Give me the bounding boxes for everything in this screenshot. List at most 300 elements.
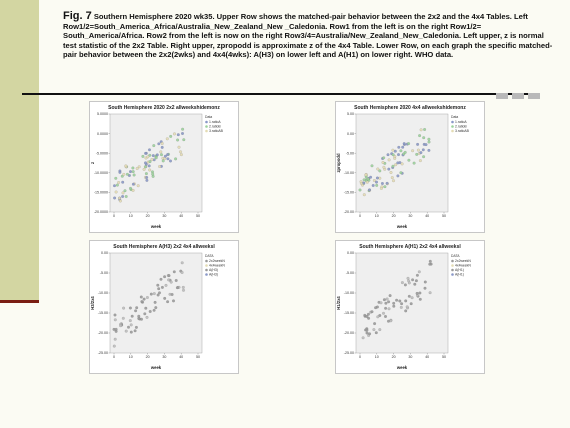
y-tick-label: -25.00	[97, 351, 108, 356]
data-point	[169, 135, 172, 138]
data-point	[152, 154, 155, 157]
data-point	[378, 328, 381, 331]
data-point	[182, 289, 185, 292]
data-point	[366, 181, 369, 184]
data-point	[118, 197, 121, 200]
data-point	[378, 177, 381, 180]
data-point	[144, 152, 147, 155]
data-point	[380, 187, 383, 190]
x-tick-label: 0	[113, 214, 115, 218]
data-point	[172, 300, 175, 303]
data-point	[161, 286, 164, 289]
legend-marker	[451, 125, 454, 128]
data-point	[132, 170, 135, 173]
data-point	[366, 332, 369, 335]
x-tick-label: 20	[145, 355, 150, 359]
data-point	[145, 176, 148, 179]
plot-title: South Hemisphere 2020 4x4 allweekshidemonz	[354, 105, 466, 111]
data-point	[158, 291, 161, 294]
x-tick-label: 40	[425, 214, 430, 218]
data-point	[366, 329, 369, 332]
x-tick-label: 0	[359, 355, 361, 359]
data-point	[182, 286, 185, 289]
legend-item: 2.ratioB	[209, 124, 221, 129]
data-point	[369, 176, 372, 179]
data-point	[143, 298, 146, 301]
data-point	[142, 155, 145, 158]
x-tick-label: 40	[179, 214, 184, 218]
y-axis-label: z	[90, 161, 95, 165]
figure-caption	[63, 12, 553, 60]
data-point	[149, 160, 152, 163]
data-point	[122, 307, 125, 310]
legend-marker	[205, 125, 208, 128]
data-point	[373, 328, 376, 331]
data-point	[152, 175, 155, 178]
data-point	[411, 296, 414, 299]
data-point	[148, 148, 151, 151]
data-point	[148, 165, 151, 168]
legend-item: 4x4weekN	[455, 263, 471, 268]
y-axis-label: H3/2x4	[90, 296, 95, 310]
data-point	[420, 128, 423, 131]
scatter-plot	[90, 102, 238, 232]
data-point	[169, 160, 172, 163]
x-tick-label: 20	[145, 214, 150, 218]
data-point	[156, 284, 159, 287]
y-tick-label: -10.0000	[93, 171, 108, 175]
y-tick-label: -15.00	[343, 190, 354, 195]
x-tick-label: 30	[408, 214, 413, 218]
data-point	[136, 167, 139, 170]
x-tick-label: 10	[128, 214, 133, 218]
data-point	[145, 172, 148, 175]
data-point	[174, 158, 177, 161]
data-point	[181, 271, 184, 274]
data-point	[129, 187, 132, 190]
x-axis-label: week	[150, 365, 162, 370]
data-point	[375, 184, 378, 187]
x-tick-label: 0	[113, 355, 115, 359]
data-point	[392, 165, 395, 168]
data-point	[419, 292, 422, 295]
data-point	[132, 183, 135, 186]
data-point	[176, 139, 179, 142]
data-point	[397, 175, 400, 178]
data-point	[160, 153, 163, 156]
plot-title: South Hemisphere 2020 2x2 allweekshidemonz	[108, 105, 220, 111]
data-point	[149, 310, 152, 313]
data-point	[127, 326, 130, 329]
data-point	[376, 168, 379, 171]
legend-marker	[451, 273, 454, 276]
legend-item: 2x2weekN	[455, 259, 471, 263]
legend-item: A(H3)	[209, 268, 218, 272]
data-point	[162, 160, 165, 163]
data-point	[148, 169, 151, 172]
legend-item: 3.ratioAB	[455, 129, 469, 133]
data-point	[119, 200, 122, 203]
data-point	[415, 279, 418, 282]
data-point	[428, 141, 431, 144]
x-tick-label: 20	[391, 214, 396, 218]
data-point	[367, 313, 370, 316]
data-point	[140, 296, 143, 299]
data-point	[382, 161, 385, 164]
data-point	[157, 287, 160, 290]
data-point	[363, 193, 366, 196]
legend-title: Data	[205, 115, 213, 119]
data-point	[387, 153, 390, 156]
legend-marker	[205, 121, 208, 124]
data-point	[397, 153, 400, 156]
data-point	[152, 144, 155, 147]
legend-marker	[451, 269, 454, 272]
data-point	[384, 315, 387, 318]
y-axis-label: zpropodd	[336, 153, 341, 173]
data-point	[180, 153, 183, 156]
data-point	[406, 305, 409, 308]
data-point	[131, 315, 134, 318]
data-point	[376, 315, 379, 318]
legend-item: 4x4weekN	[209, 263, 225, 268]
data-point	[423, 128, 426, 131]
data-point	[113, 197, 116, 200]
data-point	[129, 170, 132, 173]
data-point	[386, 182, 389, 185]
data-point	[424, 287, 427, 290]
data-point	[417, 149, 420, 152]
data-point	[167, 279, 170, 282]
data-point	[376, 177, 379, 180]
data-point	[178, 146, 181, 149]
data-point	[387, 168, 390, 171]
data-point	[129, 319, 132, 322]
data-point	[150, 293, 153, 296]
data-point	[382, 156, 385, 159]
slide-sidebar-lower	[0, 300, 39, 428]
x-tick-label: 50	[196, 355, 200, 359]
data-point	[122, 317, 125, 320]
x-tick-label: 0	[359, 214, 361, 218]
data-point	[114, 177, 117, 180]
data-point	[154, 306, 157, 309]
data-point	[144, 307, 147, 310]
data-point	[113, 184, 116, 187]
data-point	[429, 291, 432, 294]
data-point	[362, 336, 365, 339]
data-point	[165, 284, 168, 287]
data-point	[161, 142, 164, 145]
data-point	[124, 189, 127, 192]
data-point	[372, 184, 375, 187]
data-point	[177, 133, 180, 136]
data-point	[161, 146, 164, 149]
data-point	[181, 132, 184, 135]
data-point	[126, 173, 129, 176]
legend-item: 2.ratioB	[455, 124, 467, 129]
data-point	[422, 148, 425, 151]
sidebar-accent-rule	[0, 300, 39, 303]
data-point	[114, 338, 117, 341]
y-tick-label: -10.00	[343, 291, 354, 296]
data-point	[389, 319, 392, 322]
data-point	[397, 146, 400, 149]
scatter-plot	[336, 241, 484, 373]
data-point	[424, 281, 427, 284]
data-point	[428, 149, 431, 152]
data-point	[158, 165, 161, 168]
data-point	[404, 151, 407, 154]
data-point	[113, 345, 116, 348]
data-point	[429, 260, 432, 263]
legend-title: Data	[451, 115, 459, 119]
data-point	[368, 189, 371, 192]
x-tick-label: 30	[162, 214, 167, 218]
x-tick-label: 50	[196, 214, 200, 218]
y-tick-label: -25.00	[343, 351, 354, 356]
data-point	[404, 284, 407, 287]
data-point	[115, 330, 118, 333]
y-tick-label: 5.00	[347, 112, 354, 117]
x-axis-label: week	[396, 224, 408, 229]
data-point	[153, 309, 156, 312]
scatter-plot	[90, 241, 238, 373]
data-point	[134, 309, 137, 312]
x-tick-label: 40	[179, 355, 184, 359]
data-point	[407, 277, 410, 280]
data-point	[410, 302, 413, 305]
data-point	[130, 331, 133, 334]
data-point	[404, 310, 407, 313]
data-point	[408, 159, 411, 162]
data-point	[392, 153, 395, 156]
legend-item: A(H1)	[455, 268, 464, 272]
y-tick-label: -5.0000	[95, 151, 108, 156]
data-point	[382, 312, 385, 315]
data-point	[122, 173, 125, 176]
panel-2x2-z	[89, 101, 239, 233]
data-point	[119, 324, 122, 327]
legend-marker	[205, 130, 208, 133]
data-point	[407, 279, 410, 282]
data-point	[117, 181, 120, 184]
x-tick-label: 20	[391, 355, 396, 359]
legend-item: 2x2weekN	[209, 259, 225, 263]
data-point	[401, 163, 404, 166]
data-point	[137, 317, 140, 320]
data-point	[181, 261, 184, 264]
data-point	[380, 301, 383, 304]
legend-title: DATA	[205, 254, 214, 258]
data-point	[403, 142, 406, 145]
data-point	[143, 168, 146, 171]
data-point	[163, 297, 166, 300]
y-tick-label: -20.0000	[93, 210, 108, 215]
data-point	[394, 150, 397, 153]
data-point	[359, 189, 362, 192]
figure-label: Fig. 7	[63, 10, 92, 22]
data-point	[419, 159, 422, 162]
legend-item: 1.ratioA	[209, 120, 221, 124]
legend-marker	[205, 260, 208, 263]
data-point	[375, 331, 378, 334]
data-point	[385, 302, 388, 305]
data-point	[182, 138, 185, 141]
caption-text: Southern Hemisphere 2020 wk35. Upper Row shows the matched-pair behavior between the 2x2 and the 4x4 Tables. Left Row1/2=South_America_Africa/Australia_New_Zealand_New _Caledonia. Row1 from the left is on the right Row1/2= South_America/Africa. Row2 from the left is now on the right Row3/4=Australia/New_Zealand_New_Caledonia. Left upper, z is normal test statistic of the 2x2 Table. Right upper, zpropodd is approximate z of the 4x4 Table. Lower Row, on each graph the specific matched-pair behavior between the 2x2(2wks) and 4x4(4wks): A(H3) on lower left and A(H1) on lower right. WHO data.	[63, 12, 553, 60]
data-point	[115, 191, 118, 194]
data-point	[368, 332, 371, 335]
data-point	[367, 178, 370, 181]
data-point	[124, 165, 127, 168]
data-point	[164, 155, 167, 158]
data-point	[396, 162, 399, 165]
data-point	[132, 167, 135, 170]
legend-marker	[451, 260, 454, 263]
data-point	[416, 143, 419, 146]
data-point	[416, 292, 419, 295]
data-point	[175, 279, 178, 282]
legend-marker	[451, 264, 454, 267]
legend-title: DATA	[451, 254, 460, 258]
data-point	[144, 165, 147, 168]
data-point	[392, 302, 395, 305]
data-point	[418, 270, 421, 273]
data-point	[137, 184, 140, 187]
data-point	[146, 316, 149, 319]
legend-item: 3.ratioAB	[209, 129, 223, 133]
data-point	[413, 162, 416, 165]
panel-h1-2x2-4x4	[335, 240, 485, 374]
y-tick-label: -5.00	[99, 271, 108, 276]
y-tick-label: -10.00	[343, 171, 354, 175]
panel-h3-2x2-4x4	[89, 240, 239, 374]
data-point	[114, 318, 117, 321]
data-point	[391, 176, 394, 179]
data-point	[176, 286, 179, 289]
data-point	[132, 189, 135, 192]
plot-title: South Hemisphere A(H1) 2x2 4x4 allweeksl	[359, 244, 461, 250]
data-point	[163, 275, 166, 278]
slide-sidebar	[0, 0, 39, 300]
data-point	[160, 278, 163, 281]
x-tick-label: 50	[442, 355, 446, 359]
data-point	[400, 306, 403, 309]
y-tick-label: 0.00	[347, 131, 354, 136]
data-point	[418, 134, 421, 137]
divider-end-marks	[22, 93, 540, 99]
x-axis-label: week	[396, 365, 408, 370]
data-point	[373, 322, 376, 325]
data-point	[384, 307, 387, 310]
data-point	[398, 300, 401, 303]
data-point	[121, 181, 124, 184]
legend-marker	[205, 264, 208, 267]
data-point	[404, 300, 407, 303]
x-tick-label: 40	[425, 355, 430, 359]
data-point	[407, 142, 410, 145]
y-tick-label: -20.00	[97, 331, 108, 336]
y-tick-label: -5.00	[345, 151, 354, 156]
data-point	[416, 274, 419, 277]
data-point	[140, 318, 143, 321]
y-axis-label: H1/2x4	[336, 296, 341, 310]
data-point	[125, 330, 128, 333]
x-tick-label: 10	[128, 355, 133, 359]
data-point	[384, 185, 387, 188]
data-point	[422, 155, 425, 158]
x-tick-label: 50	[442, 214, 446, 218]
data-point	[386, 298, 389, 301]
data-point	[141, 300, 144, 303]
data-point	[389, 294, 392, 297]
data-point	[367, 317, 370, 320]
data-point	[401, 146, 404, 149]
legend-item: A(H1)	[455, 272, 464, 277]
data-point	[157, 142, 160, 145]
data-point	[388, 307, 391, 310]
data-point	[130, 324, 133, 327]
data-point	[394, 163, 397, 166]
data-point	[381, 182, 384, 185]
data-point	[371, 164, 374, 167]
data-point	[383, 298, 386, 301]
data-point	[392, 149, 395, 152]
y-tick-label: -15.0000	[93, 190, 108, 195]
data-point	[179, 150, 182, 153]
data-point	[408, 295, 411, 298]
x-tick-label: 30	[162, 355, 167, 359]
data-point	[144, 162, 147, 165]
data-point	[146, 155, 149, 158]
data-point	[121, 195, 124, 198]
data-point	[428, 138, 431, 141]
data-point	[168, 274, 171, 277]
data-point	[415, 153, 418, 156]
legend-marker	[451, 130, 454, 133]
data-point	[143, 312, 146, 315]
data-point	[116, 184, 119, 187]
plot-area	[110, 114, 202, 212]
y-tick-label: 0.00	[101, 251, 108, 256]
data-point	[375, 181, 378, 184]
data-point	[392, 179, 395, 182]
data-point	[166, 300, 169, 303]
x-tick-label: 10	[374, 355, 379, 359]
x-axis-label: week	[150, 224, 162, 229]
data-point	[125, 195, 128, 198]
data-point	[170, 281, 173, 284]
data-point	[400, 302, 403, 305]
panel-4x4-zpropodd	[335, 101, 485, 233]
data-point	[151, 158, 154, 161]
data-point	[133, 174, 136, 177]
y-tick-label: 5.0000	[97, 112, 108, 117]
data-point	[413, 283, 416, 286]
data-point	[167, 157, 170, 160]
y-tick-label: -20.00	[343, 210, 354, 215]
data-point	[393, 157, 396, 160]
y-tick-label: -15.00	[343, 311, 354, 316]
data-point	[390, 171, 393, 174]
data-point	[129, 307, 132, 310]
data-point	[122, 192, 125, 195]
data-point	[134, 329, 137, 332]
data-point	[159, 151, 162, 154]
data-point	[395, 299, 398, 302]
data-point	[181, 128, 184, 131]
data-point	[365, 174, 368, 177]
